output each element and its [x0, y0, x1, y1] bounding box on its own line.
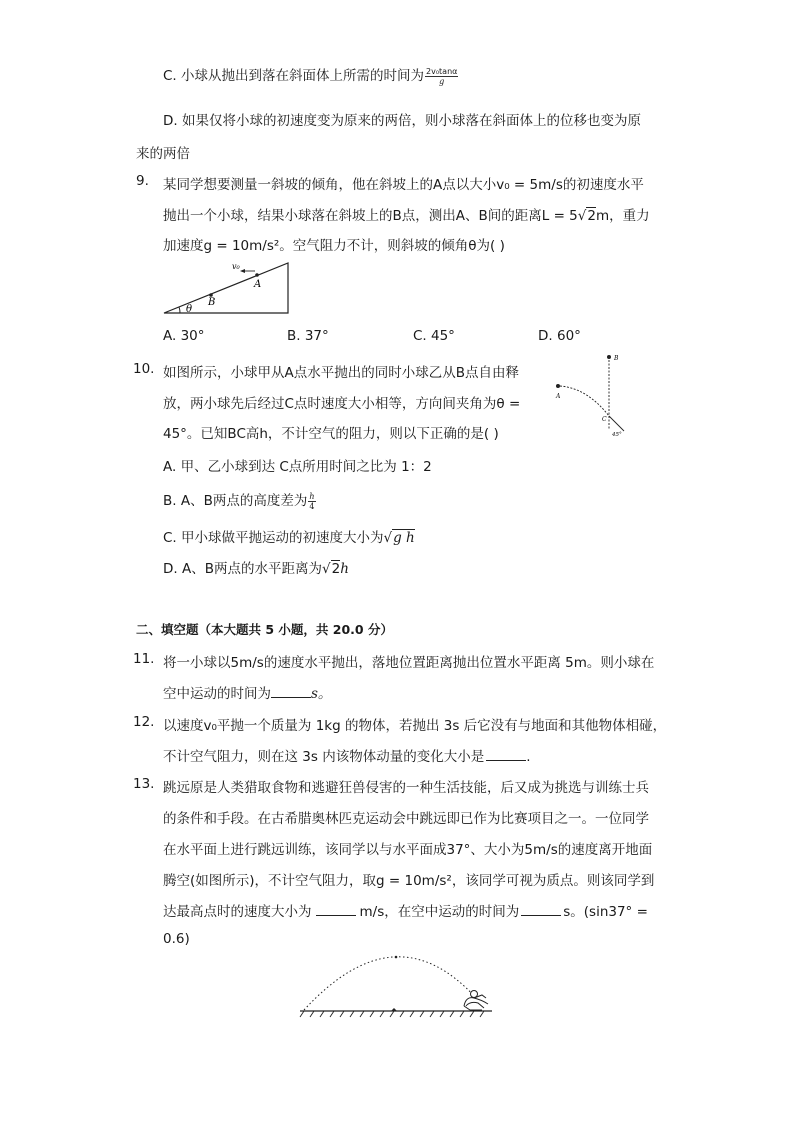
point-b [607, 355, 611, 359]
q9-line2: 抛出一个小球，结果小球落在斜坡上的B点，测出A、B间的距离L = 5√2m，重力 [163, 208, 650, 224]
q10-option-b [163, 489, 316, 511]
jumper-icon [464, 991, 488, 1011]
q8-option-d-line2: 来的两倍 [136, 146, 190, 162]
q13-line5 [163, 900, 648, 920]
q9-line2-a: 抛出一个小球，结果小球落在斜坡上的B点，测出A、B间的距离L = 5 [163, 208, 578, 224]
q10-line2: 放，两小球先后经过C点时速度大小相等，方向间夹角为θ = [163, 396, 521, 412]
ground-hatching [300, 1011, 484, 1017]
q13-line5-b: m/s，在空中运动的时间为 [359, 904, 520, 920]
q10-option-d: D. A、B两点的水平距离为√2h [163, 561, 349, 577]
q10-number: 10. [133, 361, 155, 377]
q10-option-a: A. 甲、乙小球到达 C点所用时间之比为 1：2 [163, 459, 432, 475]
q10-trajectory-figure [552, 350, 642, 442]
label-a: A [254, 279, 262, 290]
fraction-numerator: h [309, 491, 315, 501]
q10-option-d-suffix: h [340, 561, 349, 577]
q10-line3: 45°。已知BC高h，不计空气的阻力，则以下正确的是( ) [163, 426, 499, 442]
q9-option-c: C. 45° [413, 328, 455, 344]
q9-option-b: B. 37° [287, 328, 329, 344]
q10-option-b-fraction [308, 492, 315, 511]
q8-option-c-text: C. 小球从抛出到落在斜面体上所需的时间为 [163, 68, 425, 84]
q11-line2-a: 空中运动的时间为 [163, 686, 271, 702]
q10-option-c-sqrt: g h [393, 530, 415, 546]
label-v0: v₀ [232, 262, 240, 271]
q10-option-c: C. 甲小球做平抛运动的初速度大小为√g h [163, 530, 415, 546]
q13-line5-a: 达最高点时的速度大小为 [163, 904, 312, 920]
q12-line2-a: 不计空气阻力，则在这 3s 内该物体动量的变化大小是 [163, 749, 485, 765]
q13-line3: 在水平面上进行跳远训练，该同学以与水平面成37°、大小为5m/s的速度离开地面 [163, 842, 653, 858]
q9-line3: 加速度g = 10m/s²。空气阻力不计，则斜坡的倾角θ为( ) [163, 238, 505, 254]
q9-incline-figure [160, 258, 292, 316]
label-c: C [602, 416, 607, 423]
label-theta: θ [186, 304, 193, 315]
velocity-arrowhead [240, 269, 245, 273]
q8-option-d-line1: D. 如果仅将小球的初速度变为原来的两倍，则小球落在斜面体上的位移也变为原 [163, 113, 641, 129]
incline-triangle [164, 263, 288, 313]
q11-number: 11. [133, 651, 155, 667]
jump-trajectory [304, 957, 476, 1010]
q11-line2 [163, 682, 331, 702]
section-title: 二、填空题（本大题共 5 小题，共 20.0 分） [136, 622, 393, 637]
q12-number: 12. [133, 714, 155, 730]
q12-line2 [163, 745, 531, 765]
q10-option-d-text: D. A、B两点的水平距离为 [163, 561, 322, 577]
label-b: B [208, 297, 216, 308]
q9-sqrt-value: 2 [587, 208, 596, 224]
apex-point [395, 956, 398, 959]
q12-line2-b: . [526, 749, 531, 765]
q13-line6: 0.6) [163, 931, 190, 947]
q12-line1: 以速度v₀平抛一个质量为 1kg 的物体，若抛出 3s 后它没有与地面和其他物体相碰， [163, 718, 667, 734]
q10-option-d-sqrt: 2 [331, 561, 341, 577]
label-angle: 45° [612, 432, 622, 438]
q9-line1: 某同学想要测量一斜坡的倾角，他在斜坡上的A点以大小v₀ = 5m/s的初速度水平 [163, 177, 644, 193]
q13-line4: 腾空(如图所示)，不计空气阻力，取g = 10m/s²，该同学可视为质点。则该同学到 [163, 873, 655, 889]
point-a [255, 273, 259, 277]
q10-line1: 如图所示，小球甲从A点水平抛出的同时小球乙从B点自由释 [163, 365, 519, 381]
q12-answer-blank[interactable] [486, 759, 526, 761]
theta-arc [179, 307, 180, 313]
q8-fraction-denominator: g [439, 76, 445, 86]
projectile-path [560, 386, 609, 416]
q9-number: 9. [136, 173, 149, 189]
q9-option-d: D. 60° [538, 328, 581, 344]
q13-line2: 的条件和手段。在古希腊奥林匹克运动会中跳远即已作为比赛项目之一。一位同学 [163, 811, 649, 827]
velocity-direction-line [609, 416, 624, 431]
q13-answer-blank-2[interactable] [521, 914, 561, 916]
q8-option-c [163, 64, 458, 86]
q10-option-b-text: B. A、B两点的高度差为 [163, 493, 308, 509]
label-b: B [614, 355, 619, 362]
q13-line5-c: s。(sin37° = [563, 904, 648, 920]
q8-fraction-numerator: 2v₀tanα [426, 66, 458, 76]
label-a: A [556, 393, 561, 400]
q13-line1: 跳远原是人类猎取食物和逃避狂兽侵害的一种生活技能，后又成为挑选与训练士兵 [163, 780, 649, 796]
point-a [556, 384, 560, 388]
peak-marker [391, 1008, 397, 1011]
q9-line2-b: m，重力 [595, 208, 650, 224]
q11-line1: 将一小球以5m/s的速度水平抛出，落地位置距离抛出位置水平距离 5m。则小球在 [163, 655, 655, 671]
q13-long-jump-figure [298, 948, 496, 1020]
q8-option-c-fraction [425, 67, 458, 86]
q10-option-c-text: C. 甲小球做平抛运动的初速度大小为 [163, 530, 384, 546]
q9-option-a: A. 30° [163, 328, 205, 344]
q13-answer-blank-1[interactable] [316, 914, 356, 916]
q13-number: 13. [133, 776, 155, 792]
q11-line2-b: s。 [311, 686, 332, 702]
q11-answer-blank[interactable] [271, 696, 311, 698]
fraction-denominator: 4 [309, 501, 315, 511]
